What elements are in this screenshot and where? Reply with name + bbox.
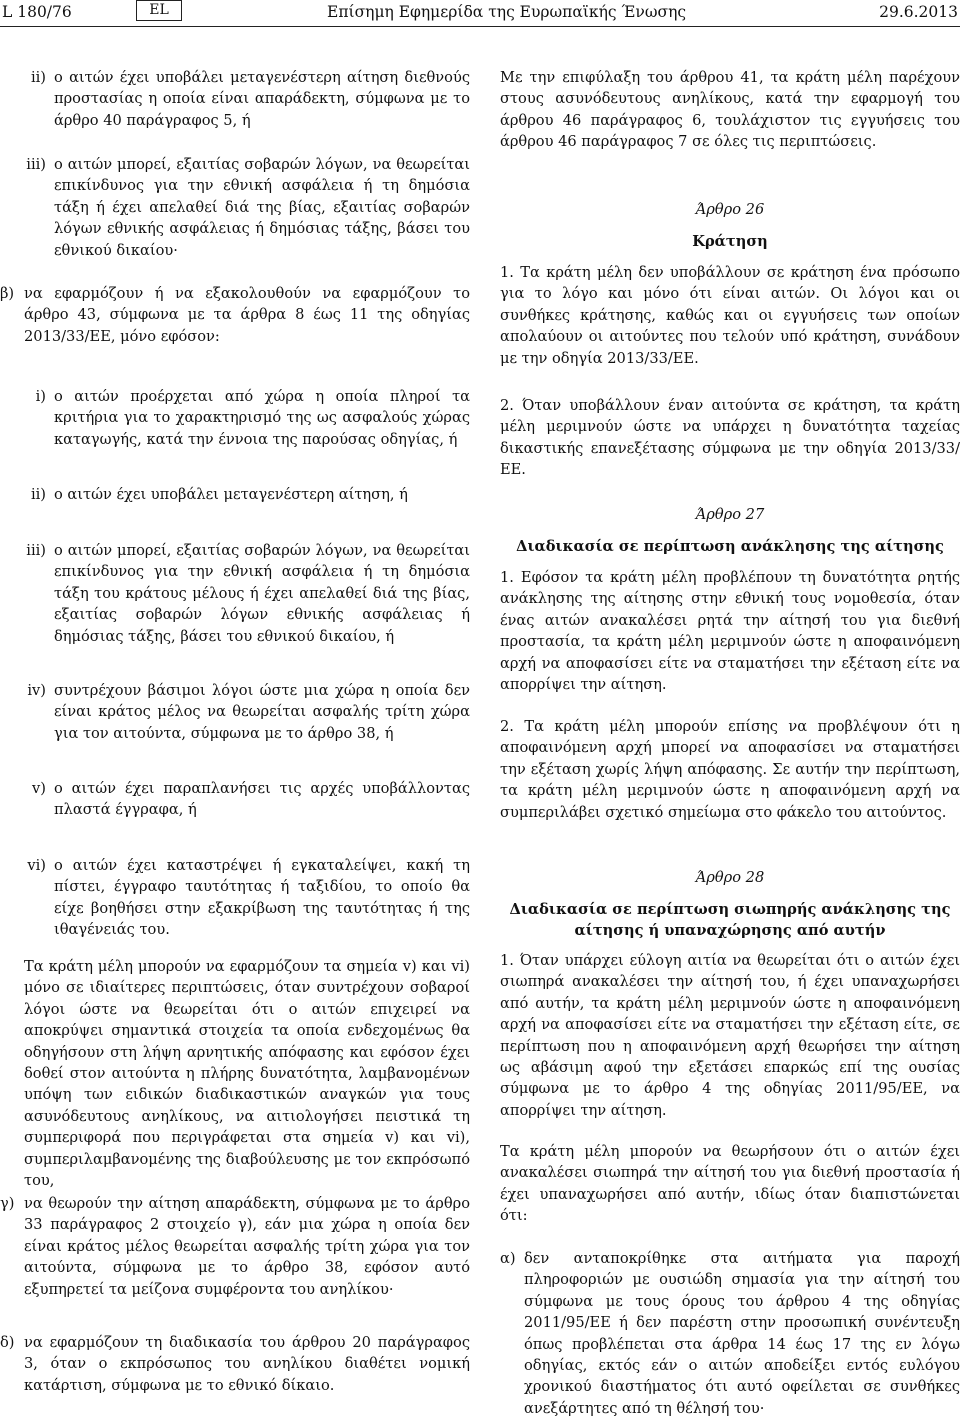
list-item: iii) ο αιτών μπορεί, εξαιτίας σοβαρών λόγων, να θεωρείται επικίνδυνος για την εθνική ασφάλεια ή τη δημόσια τάξη του κράτους μέλους ή έχει απελαθεί διά της βίας, εξαιτίας σοβαρών λόγων εθνικής ασφάλειας ή δημόσιας τάξης, βάσει του εθνικού δικαίου, ή [26, 542, 470, 645]
list-item: v) ο αιτών έχει παραπλανήσει τις αρχές υποβάλλοντας πλαστά έγγραφα, ή [32, 780, 470, 819]
list-item: β) να εφαρμόζουν ή να εξακολουθούν να εφαρμόζουν το άρθρο 43, σύμφωνα με τα άρθρα 8 έως 11 της οδηγίας 2013/33/ΕΕ, μόνο εφόσον: [0, 285, 470, 345]
article-heading: Κράτηση [692, 233, 768, 250]
list-item: vi) ο αιτών έχει καταστρέψει ή εγκαταλείψει, κακή τη πίστει, έγγραφο ταυτότητας ή ταξιδίου, το οποίο θα είχε βοηθήσει στην εξακρίβωση της ταυτότητας ή της ιθαγένειάς του. [27, 857, 470, 939]
article-number: Άρθρο 28 [695, 869, 765, 886]
article-number: Άρθρο 27 [695, 506, 765, 523]
list-item: ii) ο αιτών έχει υποβάλει μεταγενέστερη αίτηση διεθνούς προστασίας η οποία είναι απαράδεκτη, σύμφωνα με το άρθρο 40 παράγραφος 5, ή [30, 69, 470, 129]
header-rule [0, 26, 960, 27]
journal-title: Επίσημη Εφημερίδα της Ευρωπαϊκής Ένωσης [327, 3, 687, 21]
article-heading: Διαδικασία σε περίπτωση ανάκλησης της αίτησης [516, 538, 944, 555]
list-item: iii) ο αιτών μπορεί, εξαιτίας σοβαρών λόγων, να θεωρείται επικίνδυνος για την εθνική ασφάλεια ή τη δημόσια τάξη ή έχει απελαθεί διά της βίας, εξαιτίας σοβαρών λόγων εθνικής ασφάλειας ή δημόσιας τάξης, βάσει του εθνικού δικαίου· [26, 156, 470, 259]
issue-date: 29.6.2013 [879, 3, 958, 21]
page-number: L 180/76 [2, 3, 72, 21]
paragraph: 1. Εφόσον τα κράτη μέλη προβλέπουν τη δυνατότητα ρητής ανάκλησης της αίτησης στην εθνική τους νομοθεσία, όταν ένας αιτών ανακαλέσει ρητά την αίτησή του για διεθνή προστασία, τα κράτη μέλη μεριμνούν ώστε η αποφαινόμενη αρχή να αποφασίσει είτε να σταματήσει την εξέταση είτε να απορρίψει την αίτηση. [500, 569, 960, 694]
paragraph: Τα κράτη μέλη μπορούν να εφαρμόζουν τα σημεία v) και vi) μόνο σε ιδιαίτερες περιπτώσεις, όταν συντρέχουν σοβαροί λόγοι ώστε να θεωρείται ότι ο αιτών επιχειρεί να αποκρύψει σημαντικά στοιχεία τα οποία ενδεχομένως θα οδηγήσουν στη λήψη αρνητικής απόφασης και εφόσον έχει δοθεί στον αιτούντα η πλήρης δυνατότητα, λαμβανομένων υπόψη των ειδικών διαδικαστικών αναγκών για τους ασυνόδευτους ανηλίκους, να αιτιολογήσει πειστικά τη συμπεριφορά που περιγράφεται στα σημεία v) και vi), συμπεριλαμβανομένης της διαβούλευσης με τον εκπρόσωπό του, [24, 958, 470, 1190]
page-header [0, 0, 960, 24]
paragraph: 2. Τα κράτη μέλη μπορούν επίσης να προβλέψουν ότι η αποφαινόμενη αρχή μπορεί να αποφασίσει να σταματήσει την εξέταση χωρίς λήψη απόφασης. Σε αυτήν την περίπτωση, τα κράτη μέλη μεριμνούν ώστε η αποφαινόμενη αρχή να συμπεριλάβει σχετικό σημείωμα στο φάκελο του αιτούντος. [500, 718, 960, 821]
list-item: α) δεν ανταποκρίθηκε στα αιτήματα για παροχή πληροφοριών με ουσιώδη σημασία για την αίτησή του σύμφωνα με τους όρους του άρθρου 4 της οδηγίας 2011/95/ΕΕ ή δεν παρέστη στην προσωπική συνέντευξη όπως προβλέπεται στα άρθρα 14 έως 17 της εν λόγω οδηγίας, εκτός εάν ο αιτών αποδείξει εντός ευλόγου χρονικού διαστήματος ότι αυτό οφείλεται σε συνθήκες ανεξάρτητες από τη θέλησή του· [500, 1250, 960, 1417]
paragraph: 1. Τα κράτη μέλη δεν υποβάλλουν σε κράτηση ένα πρόσωπο για το λόγο και μόνο ότι είναι αιτών. Οι λόγοι και οι συνθήκες κράτησης, καθώς και οι εγγυήσεις των οποίων απολαύουν οι αιτούντες που τελούν υπό κράτηση, συνάδουν με την οδηγία 2013/33/ΕΕ. [500, 264, 960, 367]
list-item: δ) να εφαρμόζουν τη διαδικασία του άρθρου 20 παράγραφος 3, όταν ο εκπρόσωπος του ανηλίκου διαθέτει νομική κατάρτιση, σύμφωνα με το εθνικό δίκαιο. [0, 1334, 470, 1394]
list-item: i) ο αιτών προέρχεται από χώρα η οποία πληροί τα κριτήρια για το χαρακτηρισμό της ως ασφαλούς χώρας καταγωγής, κατά την έννοια της παρούσας οδηγίας, ή [35, 388, 470, 448]
list-item: iv) συντρέχουν βάσιμοι λόγοι ώστε μια χώρα η οποία δεν είναι κράτος μέλος να θεωρείται ασφαλής τρίτη χώρα για τον αιτούντα, σύμφωνα με το άρθρο 38, ή [27, 682, 470, 742]
language-badge: EL [136, 0, 182, 21]
paragraph: Με την επιφύλαξη του άρθρου 41, τα κράτη μέλη παρέχουν στους ασυνόδευτους ανηλίκους, κατά την εφαρμογή του άρθρου 46 παράγραφος 6, τουλάχιστον τις εγγυήσεις του άρθρου 46 παράγραφος 7 σε όλες τις περιπτώσεις. [500, 69, 960, 151]
paragraph: 2. Όταν υποβάλλουν έναν αιτούντα σε κράτηση, τα κράτη μέλη μεριμνούν ώστε να υπάρχει η δυνατότητα ταχείας δικαστικής επανεξέτασης σύμφωνα με την οδηγία 2013/33/ΕΕ. [500, 397, 960, 479]
paragraph: 1. Όταν υπάρχει εύλογη αιτία να θεωρείται ότι ο αιτών έχει σιωπηρά ανακαλέσει την αίτησή του, ή έχει υπαναχωρήσει από αυτήν, τα κράτη μέλη μεριμνούν ώστε η αποφαινόμενη αρχή να αποφασίσει είτε να σταματήσει την εξέταση είτε, σε περίπτωση που η αποφαινόμενη αρχή θεωρήσει την αίτηση ως αβάσιμη αφού την εξετάσει επαρκώς επί της ουσίας σύμφωνα με το άρθρο 4 της οδηγίας 2011/95/ΕΕ, να απορρίψει την αίτηση. [500, 952, 960, 1119]
article-heading: Διαδικασία σε περίπτωση σιωπηρής ανάκλησης της αίτησης ή υπαναχώρησης από αυτήν [509, 901, 951, 940]
list-item: ii) ο αιτών έχει υποβάλει μεταγενέστερη αίτηση, ή [30, 486, 408, 503]
list-item: γ) να θεωρούν την αίτηση απαράδεκτη, σύμφωνα με το άρθρο 33 παράγραφος 2 στοιχείο γ), εάν μια χώρα η οποία δεν είναι κράτος μέλος θεωρείται ασφαλής τρίτη χώρα για τον αιτούντα, σύμφωνα με το άρθρο 38, εφόσον αυτό εξυπηρετεί τα μείζονα συμφέροντα του ανηλίκου· [0, 1195, 470, 1298]
article-number: Άρθρο 26 [695, 201, 765, 218]
paragraph: Τα κράτη μέλη μπορούν να θεωρήσουν ότι ο αιτών έχει ανακαλέσει σιωπηρά την αίτησή του για διεθνή προστασία ή έχει υπαναχωρήσει από αυτήν, ιδίως όταν διαπιστώνεται ότι: [500, 1143, 960, 1225]
